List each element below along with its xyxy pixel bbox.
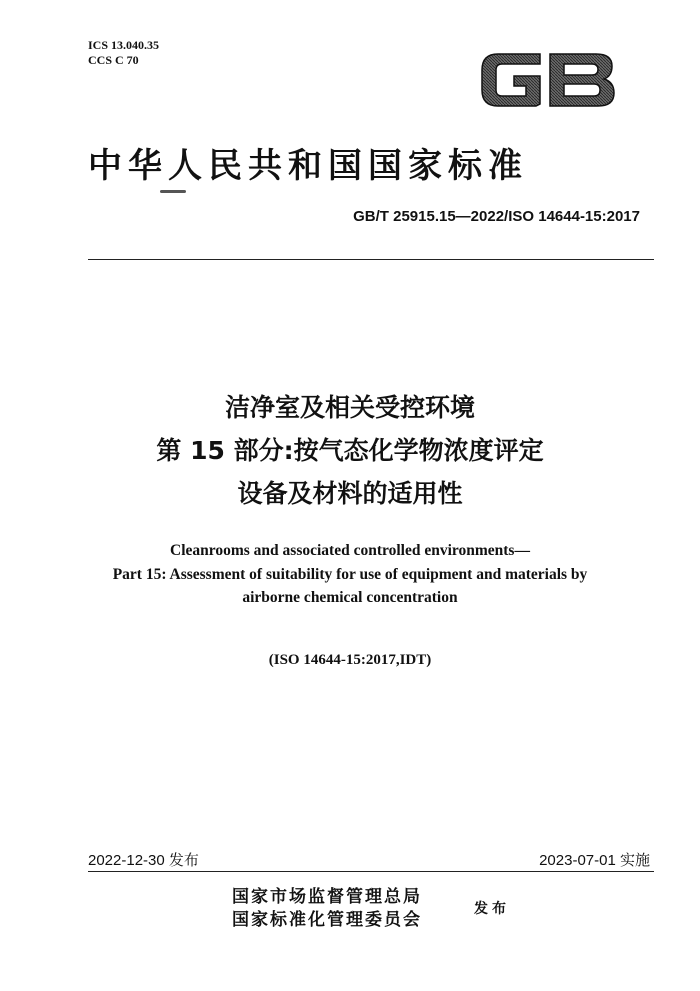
classification-codes [88,38,159,68]
gb-logo [474,44,620,116]
title-en-line1: Cleanrooms and associated controlled environments— [170,542,530,559]
title-en-line2: Part 15: Assessment of suitability for use of equipment and materials by [112,566,588,583]
issue-label: 发布 [474,901,510,917]
title-zh-line2: 第 15 部分:按气态化学物浓度评定 [156,436,544,465]
scan-mark [160,190,186,193]
issuer-samr: 国家市场监督管理总局 [232,887,422,907]
title-en-line3: airborne chemical concentration [242,589,458,606]
title-zh-line1: 洁净室及相关受控环境 [224,393,475,422]
ics-code: ICS 13.040.35 [88,38,160,52]
bottom-divider [88,871,654,872]
issuer-sac: 国家标准化管理委员会 [232,910,422,930]
standard-number: GB/T 25915.15—2022/ISO 14644-15:2017 [353,208,640,225]
standard-type-heading: 中华人民共和国国家标准 [88,146,528,186]
title-zh-line3: 设备及材料的适用性 [237,479,463,508]
issue-date: 2022-12-30 发布 [88,852,199,869]
issuing-authorities [232,886,422,932]
adoption-note: (ISO 14644-15:2017,IDT) [268,652,432,668]
top-divider [88,259,654,260]
ccs-code: CCS C 70 [88,53,139,67]
implementation-date: 2023-07-01 实施 [539,852,650,869]
